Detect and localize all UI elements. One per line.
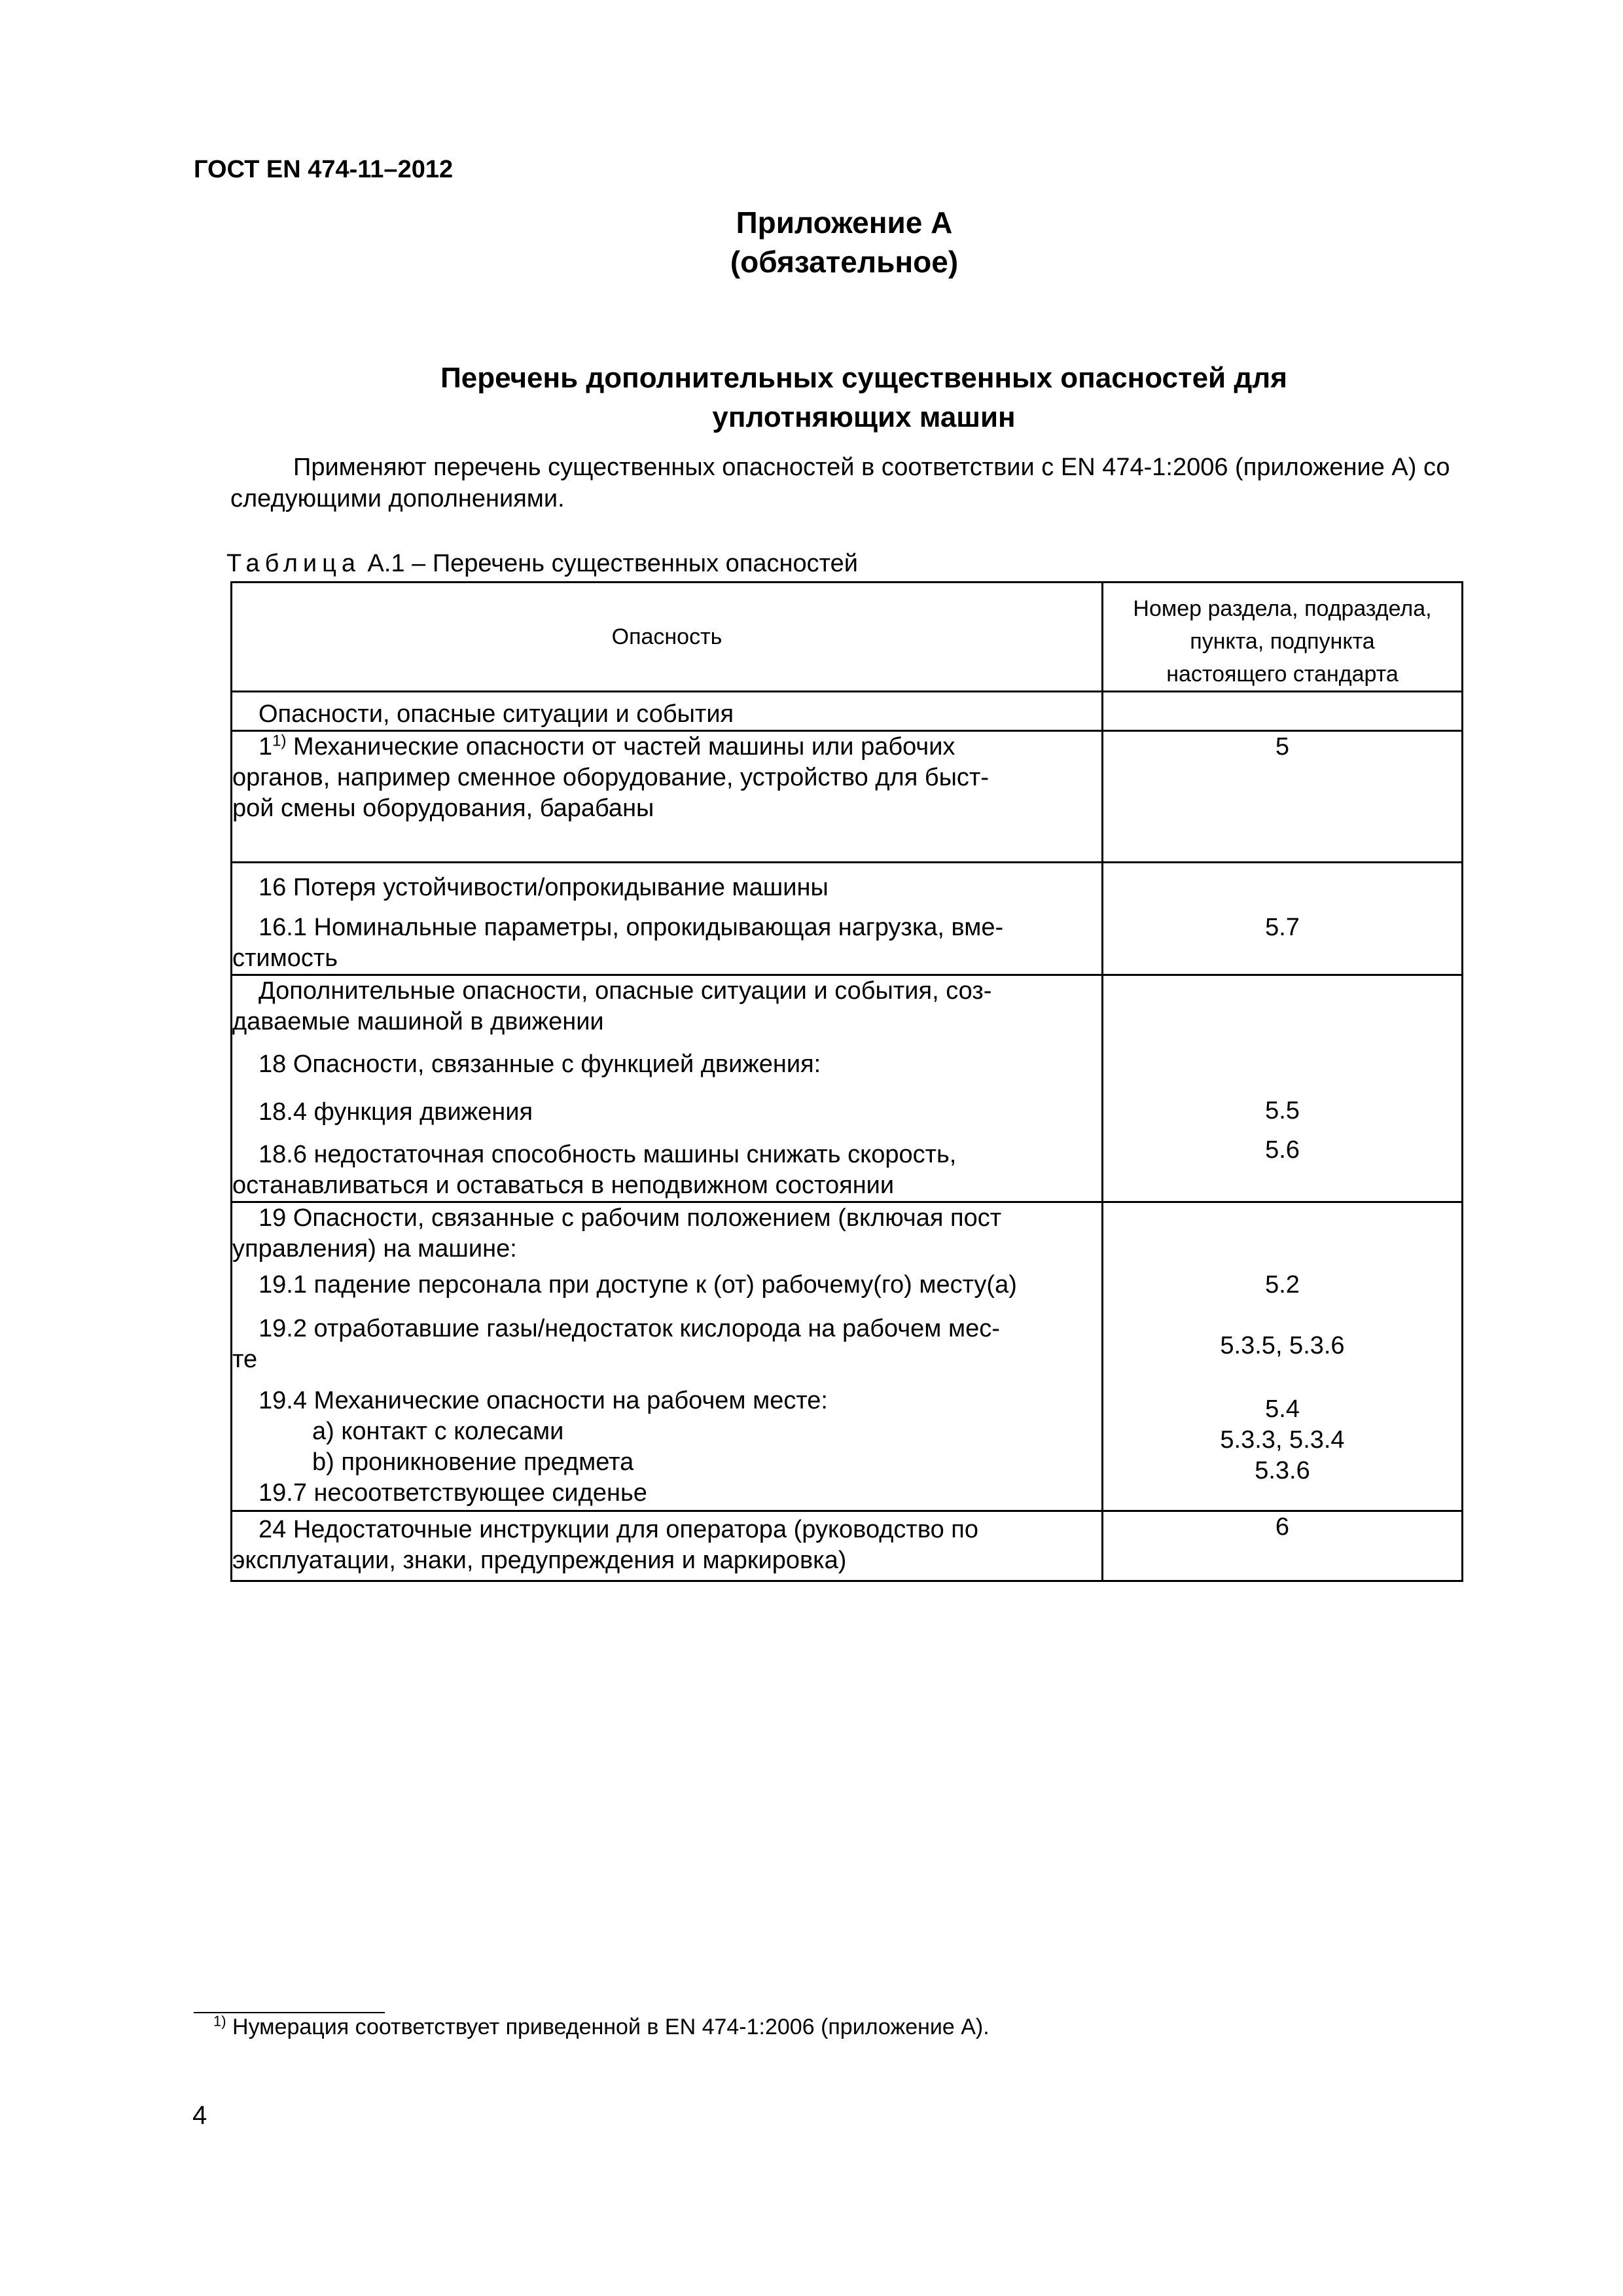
- document-header: ГОСТ EN 474-11–2012: [194, 156, 454, 183]
- hazards-table: [230, 581, 1463, 1582]
- footnote: [213, 2015, 990, 2040]
- annex-label: Приложение А: [736, 206, 953, 240]
- hazard-cell: Опасности, опасные ситуации и события: [232, 692, 1103, 731]
- clause-cell: 6: [1103, 1511, 1463, 1581]
- table-row: [232, 692, 1463, 731]
- intro-paragraph: Применяют перечень существенных опасностей в соответствии с EN 474-1:2006 (приложение А) со следующими дополнениями.: [230, 454, 1450, 512]
- section-title-line-1: Перечень дополнительных существенных опасностей для: [440, 362, 1287, 394]
- table-row: [232, 863, 1463, 975]
- hazard-cell: 1$^{1)}$ Механические опасности от частей машины или рабочих органов, например сменное оборудование, устройство для быст- рой смены оборудования, барабаны: [232, 731, 1103, 863]
- table-row: [232, 1202, 1463, 1511]
- annex-status: (обязательное): [730, 245, 959, 279]
- hazard-cell: 16 Потеря устойчивости/опрокидывание машины 16.1 Номинальные параметры, опрокидывающая нагрузка, вме- стимость: [232, 863, 1103, 975]
- column-header-clause: Номер раздела, подраздела, пункта, подпункта настоящего стандарта: [1103, 583, 1463, 692]
- hazard-cell: 19 Опасности, связанные с рабочим положением (включая пост управления) на машине: 19.1 падение персонала при доступе к (от) рабочему(го) месту(а) 19.2 отработавшие газы/недостаток кислорода на рабочем мес- те 19.4 Механические опасности на рабочем месте: а) контакт с колесами b) проникновение предмета 19.7 несоответствующее сиденье: [232, 1202, 1103, 1511]
- section-title: [0, 359, 1623, 437]
- annex-title: [0, 203, 1623, 281]
- footnote-text: Нумерация соответствует приведенной в EN 474-1:2006 (приложение А).: [226, 2015, 990, 2039]
- table-caption: [226, 550, 858, 578]
- table-header-row: [232, 583, 1463, 692]
- clause-cell: 5: [1103, 731, 1463, 863]
- page-number: 4: [192, 2101, 207, 2130]
- table-caption-prefix: Таблица: [226, 550, 361, 577]
- column-header-hazard: Опасность: [232, 583, 1103, 692]
- table-row: [232, 1511, 1463, 1581]
- section-title-line-2: уплотняющих машин: [712, 401, 1016, 433]
- table-caption-text: А.1 – Перечень существенных опасностей: [361, 550, 858, 577]
- clause-cell: 5.2 5.3.5, 5.3.6 5.4 5.3.3, 5.3.4 5.3.6: [1103, 1202, 1463, 1511]
- footnote-ref: 1): [272, 732, 287, 750]
- hazard-cell: 24 Недостаточные инструкции для оператора (руководство по эксплуатации, знаки, предупреждения и маркировка): [232, 1511, 1103, 1581]
- footnote-marker: 1): [213, 2013, 226, 2030]
- table-row: [232, 975, 1463, 1202]
- clause-cell: 5.7: [1103, 863, 1463, 975]
- clause-cell: [1103, 692, 1463, 731]
- clause-cell: 5.5 5.6: [1103, 975, 1463, 1202]
- table-row: [232, 731, 1463, 863]
- hazard-cell: Дополнительные опасности, опасные ситуации и события, соз- даваемые машиной в движении 18 Опасности, связанные с функцией движения: 18.4 функция движения 18.6 недостаточная способность машины снижать скорость, останавливаться и оставаться в неподвижном состоянии: [232, 975, 1103, 1202]
